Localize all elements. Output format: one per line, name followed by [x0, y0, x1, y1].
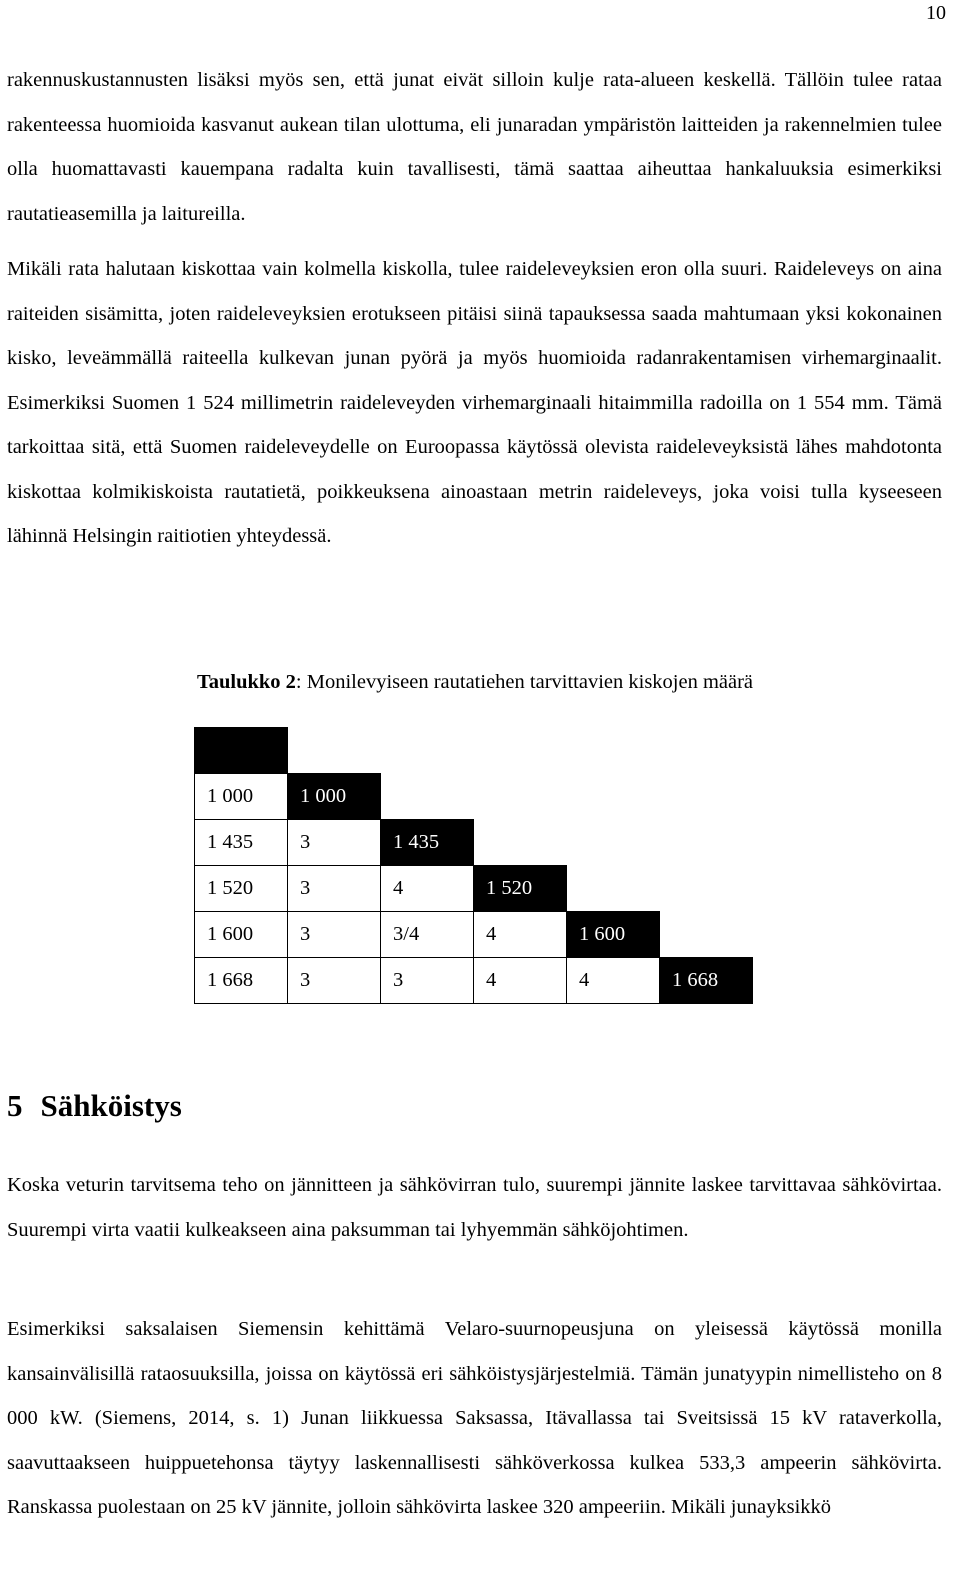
table-diagonal-cell: 1 668: [660, 958, 753, 1004]
section-heading: [7, 1081, 182, 1131]
table-row: [195, 774, 753, 820]
table-cell: 3: [288, 958, 381, 1004]
table-diagonal-cell: 1 600: [567, 912, 660, 958]
table-cell: 3: [381, 958, 474, 1004]
section-number: 5: [7, 1088, 23, 1123]
paragraph-track-clearance: rakennuskustannusten lisäksi myös sen, että junat eivät silloin kulje rata-alueen keskellä. Tällöin tulee rataa rakenteessa huomioida kasvanut aukean tilan ulottuma, eli junaradan ympäristön laitteiden ja rakennelmien tulee olla huomattavasti kauempana radalta kuin tavallisesti, tämä saattaa aiheuttaa hankaluuksia esimerkiksi rautatieasemilla ja laitureilla.: [7, 69, 942, 225]
table-row: [195, 958, 753, 1004]
table-caption-label: Taulukko 2: [196, 671, 296, 693]
table-cell: 1 600: [195, 912, 288, 958]
table-cell: 3/4: [381, 912, 474, 958]
table-cell: 4: [474, 912, 567, 958]
table-caption: [0, 666, 950, 698]
table-cell: 1 435: [195, 820, 288, 866]
table-cell: 4: [381, 866, 474, 912]
page-number: 10: [926, 2, 946, 24]
table-diagonal-cell: 1 000: [288, 774, 381, 820]
table-cell: 1 000: [195, 774, 288, 820]
table-cell: 4: [474, 958, 567, 1004]
table-cell: 3: [288, 866, 381, 912]
table-row: [195, 866, 753, 912]
table-caption-separator: :: [295, 671, 307, 693]
table-cell: 1 668: [195, 958, 288, 1004]
table-row: [195, 728, 753, 774]
table-diagonal-cell: 1 520: [474, 866, 567, 912]
paragraph-three-rail-gauge: Mikäli rata halutaan kiskottaa vain kolmella kiskolla, tulee raideleveyksien eron olla suuri. Raideleveys on aina raiteiden sisämitta, joten raideleveyksien erotukseen pitäisi siinä tapauksessa saada mahtumaan yksi kokonainen kisko, leveämmällä raiteella kulkevan junan pyörä ja myös huomioida radanrakentamisen virhemarginaalit. Esimerkiksi Suomen 1 524 millimetrin raideleveyden virhemarginaali hitaimmilla radoilla on 1 554 mm. Tämä tarkoittaa sitä, että Suomen raideleveydelle on Euroopassa käytössä olevista raideleveyksistä lähes mahdotonta kiskottaa kolmikiskoista rautatietä, poikkeuksena ainoastaan metrin raideleveys, joka voisi tulla kyseeseen lähinnä Helsingin raitiotien yhteydessä.: [7, 258, 942, 547]
table-row: [195, 820, 753, 866]
table-row: [195, 912, 753, 958]
table-cell: 1 520: [195, 866, 288, 912]
table-cell: 4: [567, 958, 660, 1004]
section-title: Sähköistys: [40, 1088, 182, 1123]
table-diagonal-cell: 1 435: [381, 820, 474, 866]
table-cell: 3: [288, 820, 381, 866]
paragraph-velaro-example: Esimerkiksi saksalaisen Siemensin kehittämä Velaro-suurnopeusjuna on yleisessä käytössä monilla kansainvälisillä rataosuuksilla, joissa on käytössä eri sähköistysjärjestelmiä. Tämän junatyypin nimellisteho on 8 000 kW. (Siemens, 2014, s. 1) Junan liikkuessa Saksassa, Itävallassa tai Sveitsissä 15 kV rataverkolla, saavuttaakseen huippuetehonsa täytyy laskennallisesti sähköverkossa kulkea 533,3 ampeerin sähkövirta. Ranskassa puolestaan on 25 kV jännite, jolloin sähkövirta laskee 320 ampeeriin. Mikäli junayksikkö: [7, 1318, 942, 1518]
table-cell: 3: [288, 912, 381, 958]
gauge-rail-table: [194, 727, 753, 1004]
table-header-cell: [195, 728, 288, 774]
paragraph-power-current: Koska veturin tarvitsema teho on jännitteen ja sähkövirran tulo, suurempi jännite laskee tarvittavaa sähkövirtaa. Suurempi virta vaatii kulkeakseen aina paksumman tai lyhyemmän sähköjohtimen.: [7, 1174, 942, 1241]
table-caption-text: Monilevyiseen rautatiehen tarvittavien kiskojen määrä: [306, 671, 754, 693]
